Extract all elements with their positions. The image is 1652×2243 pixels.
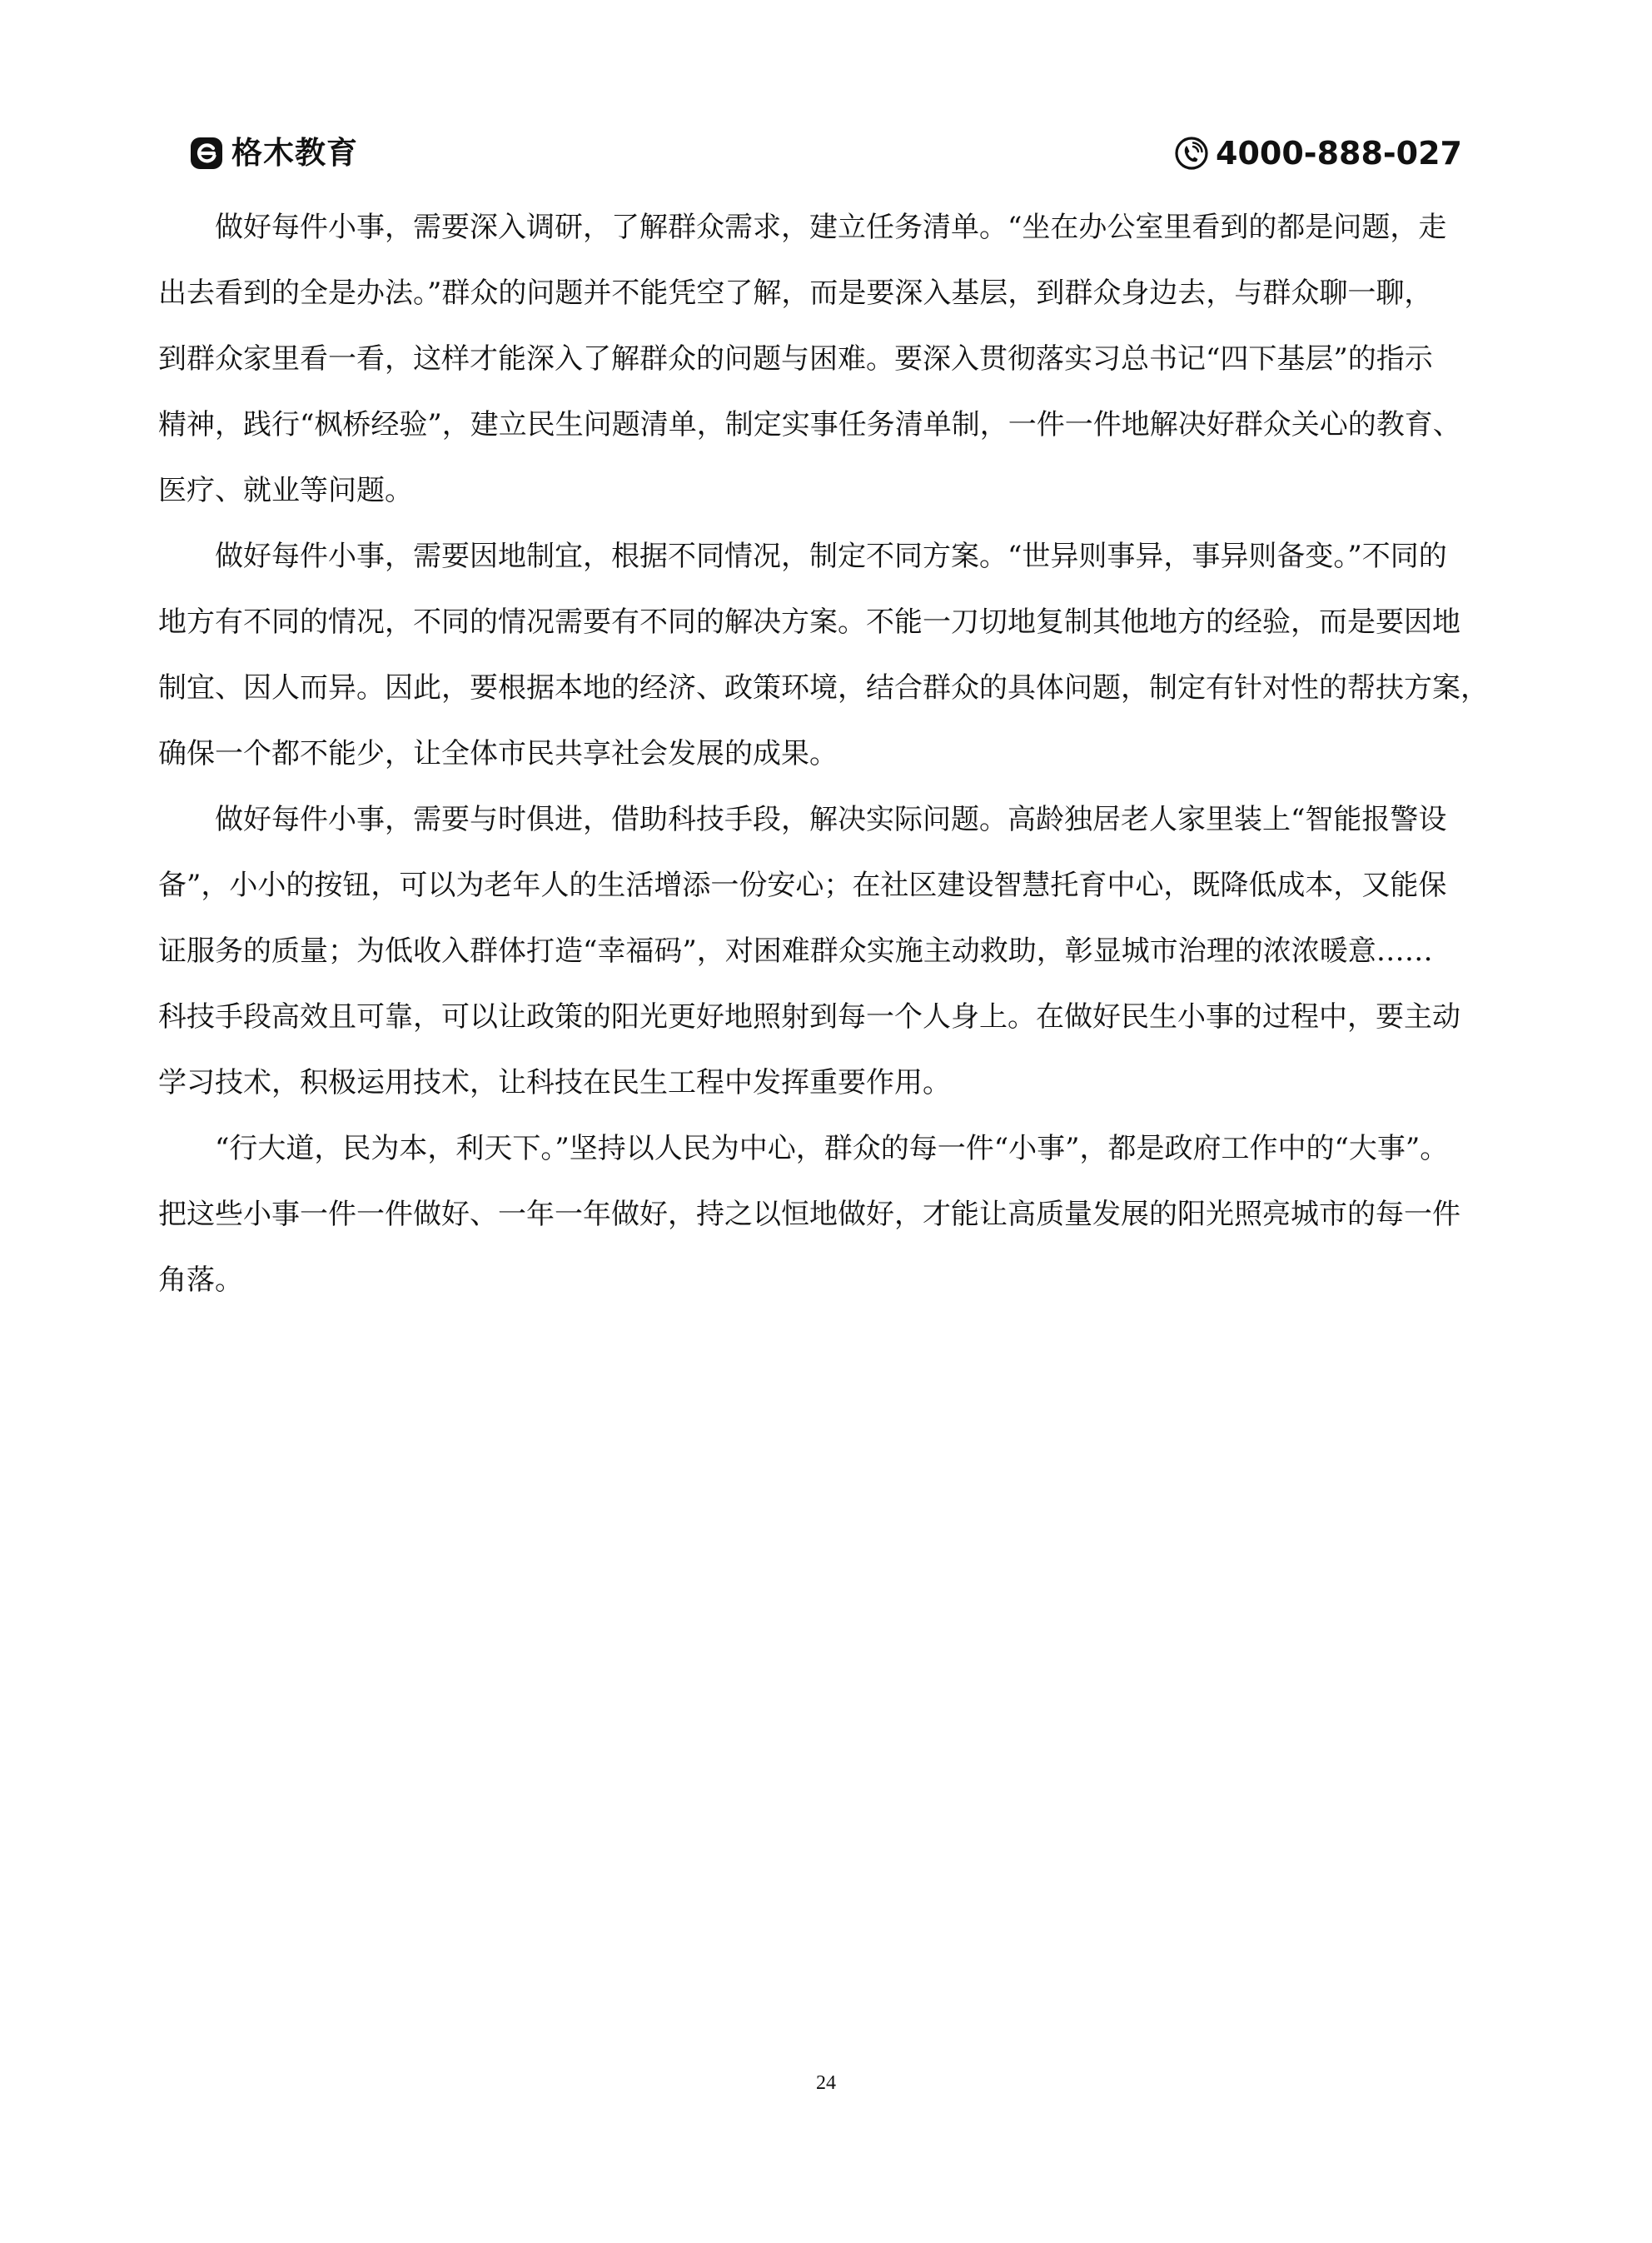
article-body bbox=[158, 195, 1490, 1313]
hotline bbox=[1174, 132, 1462, 175]
text-line: 做好每件小事，需要与时俱进，借助科技手段，解决实际问题。高龄独居老人家里装上“智能报警设 bbox=[215, 803, 1447, 836]
paragraph-2 bbox=[158, 524, 1490, 787]
brand-name: 格木教育 bbox=[231, 135, 358, 171]
text-line: 制宜、因人而异。因此，要根据本地的经济、政策环境，结合群众的具体问题，制定有针对性的帮扶方案， bbox=[158, 671, 1489, 705]
text-line: 做好每件小事，需要深入调研，了解群众需求，建立任务清单。“坐在办公室里看到的都是问题，走 bbox=[215, 211, 1447, 244]
text-line: 确保一个都不能少，让全体市民共享社会发展的成果。 bbox=[158, 737, 838, 770]
text-line: 备”，小小的按钮，可以为老年人的生活增添一份安心；在社区建设智慧托育中心，既降低成本，又能保 bbox=[158, 869, 1447, 902]
hotline-number: 4000-888-027 bbox=[1216, 135, 1462, 172]
paragraph-1 bbox=[158, 195, 1490, 524]
text-line: 到群众家里看一看，这样才能深入了解群众的问题与困难。要深入贯彻落实习总书记“四下基层”的指示 bbox=[158, 342, 1433, 376]
text-line: 证服务的质量；为低收入群体打造“幸福码”，对困难群众实施主动救助，彰显城市治理的浓浓暖意…… bbox=[158, 935, 1433, 968]
text-line: 医疗、就业等问题。 bbox=[158, 474, 413, 507]
text-line: 做好每件小事，需要因地制宜，根据不同情况，制定不同方案。“世异则事异，事异则备变。”不同的 bbox=[215, 540, 1447, 573]
text-line: 出去看到的全是办法。”群众的问题并不能凭空了解，而是要深入基层，到群众身边去，与群众聊一聊， bbox=[158, 277, 1433, 310]
page-number: 24 bbox=[816, 2072, 836, 2094]
paragraph-4 bbox=[158, 1116, 1490, 1313]
text-line: 把这些小事一件一件做好、一年一年做好，持之以恒地做好，才能让高质量发展的阳光照亮城市的每一件 bbox=[158, 1198, 1460, 1231]
phone-icon bbox=[1174, 136, 1209, 171]
page-header bbox=[190, 132, 1462, 175]
paragraph-3 bbox=[158, 787, 1490, 1116]
text-line: 角落。 bbox=[158, 1264, 243, 1297]
text-line: 学习技术，积极运用技术，让科技在民生工程中发挥重要作用。 bbox=[158, 1066, 951, 1099]
text-line: “行大道，民为本，利天下。”坚持以人民为中心，群众的每一件“小事”，都是政府工作中的“大事”。 bbox=[215, 1132, 1449, 1165]
text-line: 地方有不同的情况，不同的情况需要有不同的解决方案。不能一刀切地复制其他地方的经验，而是要因地 bbox=[158, 606, 1460, 639]
text-line: 科技手段高效且可靠，可以让政策的阳光更好地照射到每一个人身上。在做好民生小事的过程中，要主动 bbox=[158, 1000, 1460, 1034]
text-line: 精神，践行“枫桥经验”，建立民生问题清单，制定实事任务清单制，一件一件地解决好群众关心的教育、 bbox=[158, 408, 1461, 441]
brand-logo bbox=[190, 132, 358, 175]
brand-e-logo-icon bbox=[190, 137, 223, 170]
